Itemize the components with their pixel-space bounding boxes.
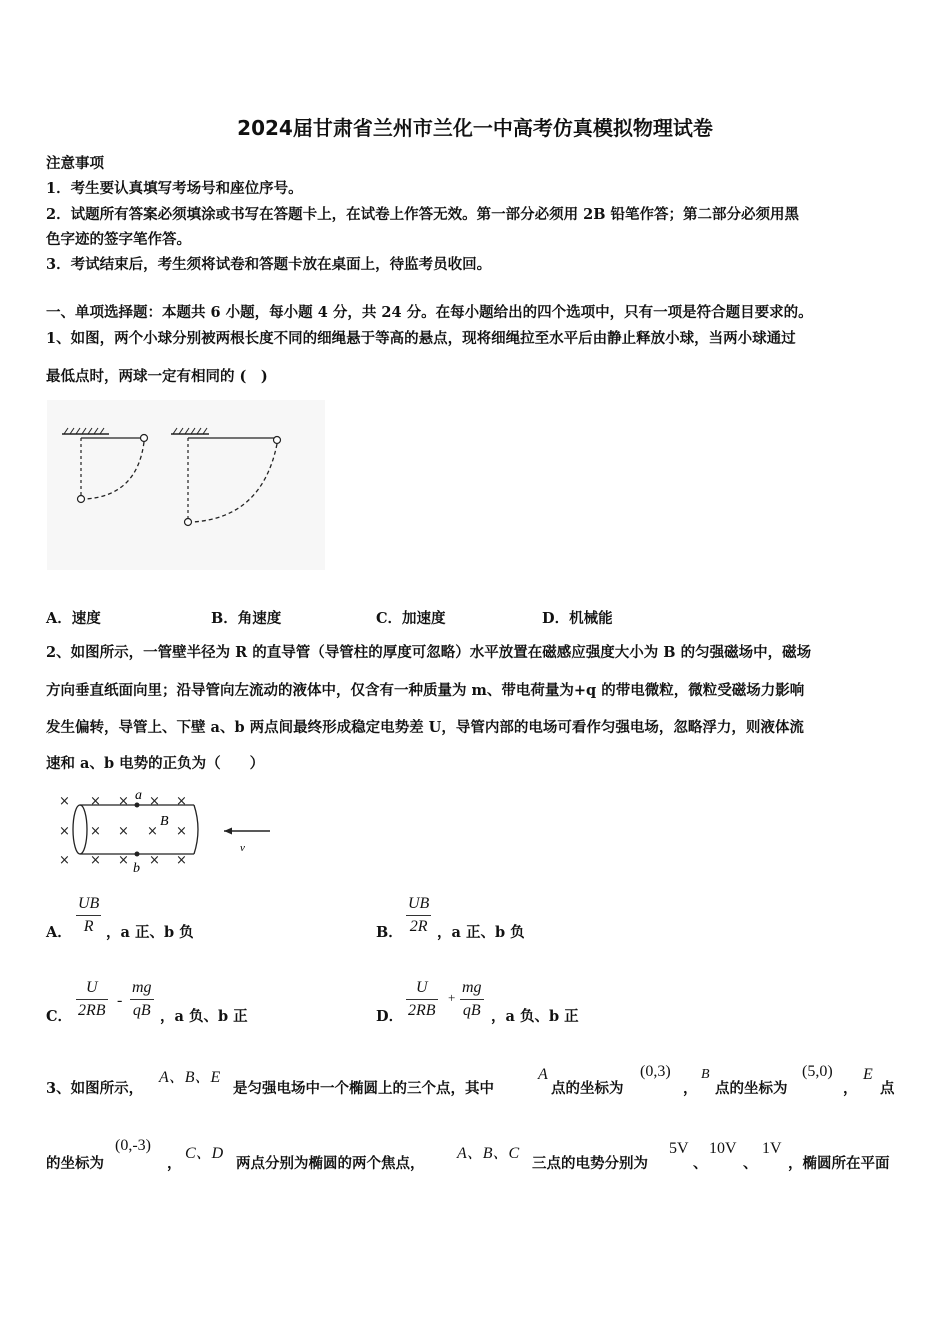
point-b [135, 852, 140, 857]
q2-option-a-text: ，a 正、b 负 [106, 924, 194, 941]
q3-point-b: B [701, 1067, 710, 1082]
q2-option-b-letter[interactable]: B． [376, 924, 403, 941]
q3-points-abe: A、B、E [159, 1069, 221, 1086]
fraction-numerator: U [415, 979, 428, 996]
cross-mark: × [149, 794, 160, 809]
q2-line-3: 发生偏转，导管上、下壁 a、b 两点间最终形成稳定电势差 U，导管内部的电场可看作匀强电场，忽略浮力，则液体流 [46, 719, 804, 736]
q2-option-d-fraction-2 [460, 979, 484, 1020]
q2-option-d-text: ，a 负、b 正 [491, 1008, 579, 1025]
q1-option-b[interactable]: B．角速度 [211, 610, 282, 627]
point-a [135, 803, 140, 808]
page-title: 2024届甘肃省兰州市兰化一中高考仿真模拟物理试卷 [237, 116, 713, 140]
q3-points-cd: C、D [185, 1145, 224, 1162]
q3-text-2: 点的坐标为 [551, 1080, 624, 1097]
q3-potential-1: 5V [669, 1140, 689, 1157]
fraction-denominator: qB [132, 1002, 151, 1019]
cross-mark: × [90, 794, 101, 809]
cross-mark: × [90, 853, 101, 868]
q2-option-c-operator: - [117, 992, 123, 1009]
velocity-arrow [224, 828, 270, 835]
fraction-numerator: mg [462, 979, 482, 996]
q2-option-c-letter[interactable]: C． [46, 1008, 73, 1025]
fraction-numerator: UB [78, 895, 100, 912]
cross-mark: × [176, 794, 187, 809]
fraction-numerator: mg [132, 979, 152, 996]
q3-lead: 3、如图所示， [46, 1080, 144, 1097]
cross-mark: × [147, 824, 158, 839]
q2-line-2: 方向垂直纸面向里；沿导管向左流动的液体中，仅含有一种质量为 m、带电荷量为+q 的带电微粒，微粒受磁场力影响 [46, 682, 805, 699]
cross-mark: × [149, 853, 160, 868]
pipe-figure [52, 785, 282, 877]
q3-text-8: ，椭圆所在平面 [788, 1155, 890, 1172]
fraction-denominator: 2RB [408, 1002, 436, 1019]
q3-comma-2: ， [843, 1080, 858, 1097]
q3-text-5: 的坐标为 [46, 1155, 104, 1172]
q1-option-a[interactable]: A．速度 [46, 610, 101, 627]
q2-option-d-letter[interactable]: D． [376, 1008, 404, 1025]
q2-option-b-text: ，a 正、b 负 [437, 924, 525, 941]
fraction-numerator: U [85, 979, 98, 996]
notice-item-1: 1．考生要认真填写考场号和座位序号。 [46, 180, 303, 197]
q2-option-d-operator: + [448, 990, 456, 1005]
q3-point-e: E [863, 1066, 873, 1083]
cross-mark: × [118, 794, 129, 809]
q2-option-c-text: ，a 负、b 正 [160, 1008, 248, 1025]
fraction-denominator: 2RB [78, 1002, 106, 1019]
notice-heading: 注意事项 [46, 155, 104, 172]
cross-mark: × [59, 824, 70, 839]
q3-comma-3: ， [167, 1155, 182, 1172]
label-v: v [240, 842, 245, 854]
fraction-denominator: qB [462, 1002, 481, 1019]
q3-text-7: 三点的电势分别为 [532, 1155, 648, 1172]
notice-item-2a: 2．试题所有答案必须填涂或书写在答题卡上，在试卷上作答无效。第一部分必须用 2B 铅笔作答；第二部分必须用黑 [46, 206, 800, 223]
cross-mark: × [59, 794, 70, 809]
fraction-denominator: R [83, 918, 94, 935]
label-a: a [135, 788, 142, 803]
notice-item-3: 3．考试结束后，考生须将试卷和答题卡放在桌面上，待监考员收回。 [46, 256, 492, 273]
q3-coord-a: (0,3) [640, 1063, 671, 1080]
cross-mark: × [176, 853, 187, 868]
q1-option-d[interactable]: D．机械能 [542, 610, 613, 627]
q3-comma-1: ， [683, 1080, 698, 1097]
q3-coord-e: (0,-3) [115, 1137, 151, 1154]
q3-text-6: 两点分别为椭圆的两个焦点， [236, 1155, 425, 1172]
q2-option-d-fraction-1 [406, 979, 438, 1020]
q2-option-a-fraction [76, 895, 101, 936]
q3-potential-2: 10V [709, 1140, 737, 1157]
q3-sep-2: 、 [743, 1155, 758, 1172]
fraction-denominator: 2R [409, 918, 428, 935]
q3-point-a: A [538, 1066, 548, 1083]
q3-potential-3: 1V [762, 1140, 782, 1157]
q3-text-1: 是匀强电场中一个椭圆上的三个点，其中 [233, 1080, 494, 1097]
q1-line-2: 最低点时，两球一定有相同的 ( ) [46, 368, 268, 385]
cross-mark: × [176, 824, 187, 839]
q2-option-c-fraction-1 [76, 979, 108, 1020]
q1-line-1: 1、如图，两个小球分别被两根长度不同的细绳悬于等高的悬点，现将细绳拉至水平后由静止释放小球，当两小球通过 [46, 330, 796, 347]
section-heading: 一、单项选择题：本题共 6 小题，每小题 4 分，共 24 分。在每小题给出的四个选项中，只有一项是符合题目要求的。 [46, 304, 813, 321]
q1-option-c[interactable]: C．加速度 [376, 610, 446, 627]
cross-mark: × [118, 853, 129, 868]
q2-option-c-fraction-2 [130, 979, 154, 1020]
fraction-numerator: UB [408, 895, 430, 912]
q2-option-b-fraction [406, 895, 431, 936]
figure-background [47, 400, 325, 570]
label-B: B [160, 814, 169, 829]
q2-line-4: 速和 a、b 电势的正负为（ ） [46, 755, 265, 772]
q3-text-4: 点 [880, 1080, 895, 1097]
pendulum-figure [47, 400, 325, 570]
cross-mark: × [118, 824, 129, 839]
q3-points-abc: A、B、C [457, 1145, 520, 1162]
q3-coord-b: (5,0) [802, 1063, 833, 1080]
notice-item-2b: 色字迹的签字笔作答。 [46, 231, 191, 248]
label-b: b [133, 861, 140, 876]
q3-sep-1: 、 [693, 1155, 708, 1172]
q3-text-3: 点的坐标为 [715, 1080, 788, 1097]
q2-option-a-letter[interactable]: A． [46, 924, 72, 941]
cross-mark: × [59, 853, 70, 868]
q2-line-1: 2、如图所示，一管壁半径为 R 的直导管（导管柱的厚度可忽略）水平放置在磁感应强度大小为 B 的匀强磁场中，磁场 [46, 644, 812, 661]
cross-mark: × [90, 824, 101, 839]
